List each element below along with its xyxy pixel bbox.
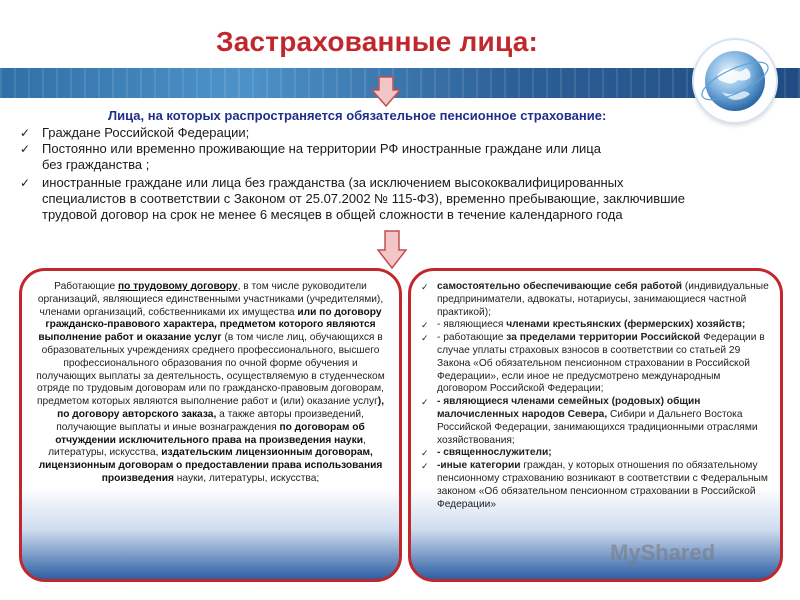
list-item: ✓ -иные категории граждан, у которых отношения по обязательному пенсионному страхованию возникают в соответствии с Федеральным законом «Об обязательном пенсионном страховании в Российской Федерации»: [421, 460, 768, 510]
list-item: ✓ - являющиеся членами крестьянских (фермерских) хозяйств;: [421, 319, 746, 331]
down-arrow-icon: [376, 230, 408, 270]
checkmark-icon: ✓: [421, 448, 429, 459]
employees-text: Работающие по трудовому договору, в том числе руководители организаций, являющиеся единственными участниками (учредителями), членами организаций, собственниками их имущества или по договору гражданско-правового характера, предметом которого являются выполнение работ и оказание услуг (в том числе лиц, обучающихся в образовательных учреждениях среднего профессионального, высшего профессионального образования по очной форме обучения и получающих выплаты за деятельность, осуществляемую в студенческом отряде по трудовым договорам или по гражданско-правовым договорам, предметом которых являются выполнение работ и (или) оказание услуг), по договору авторского заказа, а также авторы произведений, получающие выплаты и иные вознаграждения по договорам об отчуждении исключительного права на произведения науки, литературы, искусства, издательским лицензионным договорам, лицензионным договорам о предоставлении права использования произведения науки, литературы, искусства;: [36, 281, 385, 484]
list-item: ✓ иностранные граждане или лица без гражданства (за исключением высококвалифицированных специалистов в соответствии с Законом от 25.07.2002 № 115-ФЗ), временно пребывающие, заключившие трудовой договор на срок не менее 6 месяцев в общей сложности в течение календарного года: [20, 175, 686, 222]
employees-box: [19, 268, 402, 582]
checkmark-icon: ✓: [421, 461, 429, 472]
self-employed-list: [417, 281, 772, 511]
list-item: ✓ Постоянно или временно проживающие на территории РФ иностранные граждане или лица без гражданства ;: [20, 141, 601, 172]
list-item: ✓ самостоятельно обеспечивающие себя работой (индивидуальные предприниматели, адвокаты, нотариусы, занимающиеся частной практикой);: [421, 281, 769, 318]
checkmark-icon: ✓: [20, 142, 31, 156]
checkmark-icon: ✓: [421, 397, 429, 408]
watermark: MyShared: [610, 540, 716, 565]
list-item: ✓ Граждане Российской Федерации;: [20, 125, 250, 140]
list-item: ✓ - работающие за пределами территории Российской Федерации в случае уплаты страховых взносов в соответствии со статьей 29 Закона «Об обязательном пенсионном страховании в Российской Федерации», если иное не предусмотрено международным договором Российской Федерации;: [421, 332, 765, 395]
checkmark-icon: ✓: [20, 126, 31, 140]
subtitle: Лица, на которых распространяется обязательное пенсионное страхование:: [108, 108, 607, 123]
down-arrow-icon: [370, 76, 402, 108]
checkmark-icon: ✓: [20, 176, 31, 190]
insured-list: [18, 125, 718, 223]
globe-logo: [694, 40, 776, 122]
page-title: Застрахованные лица:: [216, 26, 539, 57]
list-item: ✓ - священнослужители;: [421, 447, 552, 459]
list-item: ✓ - являющиеся членами семейных (родовых) общин малочисленных народов Севера, Сибири и Дальнего Востока Российской Федерации, занимающихся традиционными отраслями хозяйствования;: [421, 396, 758, 446]
checkmark-icon: ✓: [421, 282, 429, 292]
checkmark-icon: ✓: [421, 333, 429, 344]
checkmark-icon: ✓: [421, 320, 429, 331]
globe-icon: [694, 40, 776, 122]
self-employed-box: [408, 268, 783, 582]
